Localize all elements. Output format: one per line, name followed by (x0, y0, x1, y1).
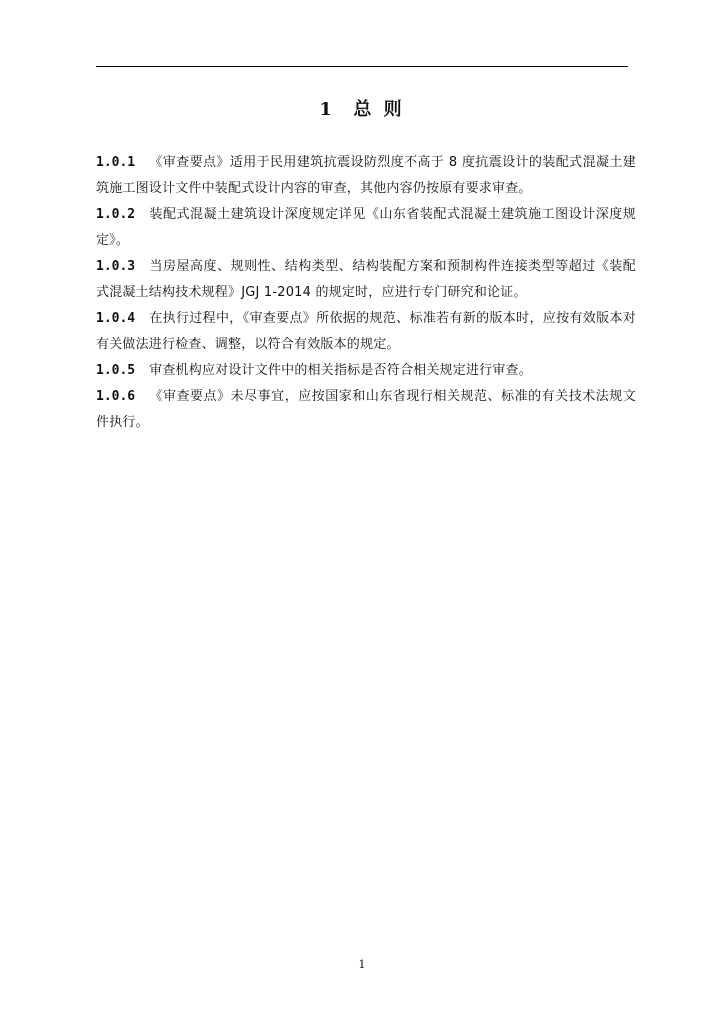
clause-text: 在执行过程中，《审查要点》所依据的规范、标准若有新的版本时，应按有效版本对有关做法进行检查、调整，以符合有效版本的规定。 (96, 311, 636, 352)
clause-1-0-4 (96, 306, 636, 358)
clause-number: 1.0.1 (96, 155, 136, 170)
page-number: 1 (358, 958, 366, 971)
clause-list (96, 150, 636, 436)
clause-number: 1.0.2 (96, 207, 136, 222)
clause-number: 1.0.4 (96, 311, 136, 326)
clause-number: 1.0.3 (96, 259, 136, 274)
clause-number: 1.0.5 (96, 363, 136, 378)
clause-text: 当房屋高度、规则性、结构类型、结构装配方案和预制构件连接类型等超过《装配式混凝土结构技术规程》JGJ 1-2014 的规定时，应进行专门研究和论证。 (96, 259, 636, 300)
clause-1-0-5 (96, 358, 636, 384)
chapter-title: 1 总 则 (319, 99, 405, 120)
clause-text: 装配式混凝土建筑设计深度规定详见《山东省装配式混凝土建筑施工图设计深度规定》。 (96, 207, 636, 248)
clause-1-0-1 (96, 150, 636, 202)
header-rule (96, 66, 628, 67)
clause-text: 审查机构应对设计文件中的相关指标是否符合相关规定进行审查。 (149, 363, 532, 378)
clause-text: 《审查要点》未尽事宜，应按国家和山东省现行相关规范、标准的有关技术法规文件执行。 (96, 389, 636, 430)
clause-text: 《审查要点》适用于民用建筑抗震设防烈度不高于 8 度抗震设计的装配式混凝土建筑施工图设计文件中装配式设计内容的审查，其他内容仍按原有要求审查。 (96, 155, 636, 196)
clause-1-0-6 (96, 384, 636, 436)
clause-number: 1.0.6 (96, 389, 136, 404)
clause-1-0-2 (96, 202, 636, 254)
clause-1-0-3 (96, 254, 636, 306)
